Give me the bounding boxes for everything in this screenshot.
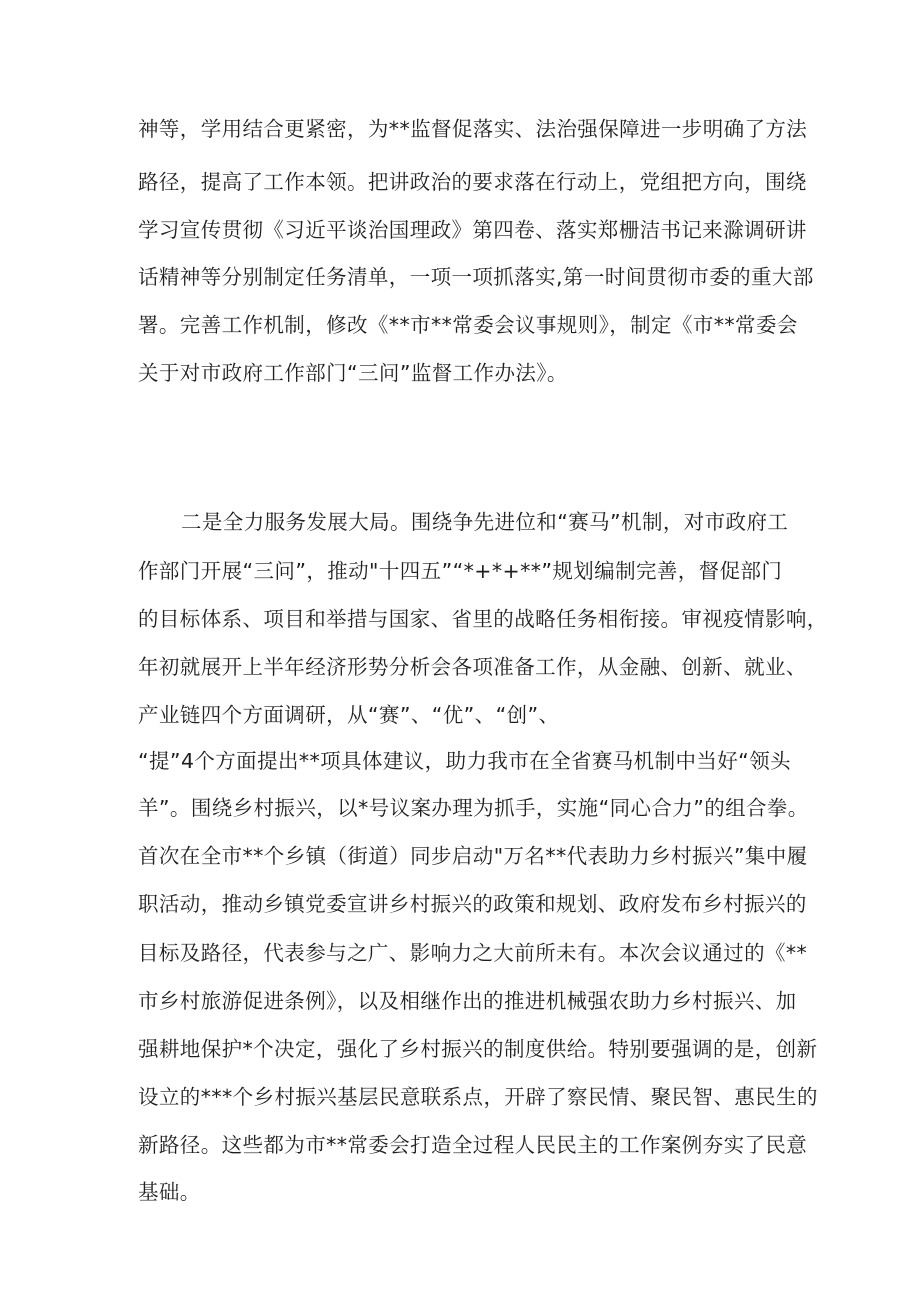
paragraph-line: 作部门开展“三问”，推动"十四五”“*+*+**”规划编制完善，督促部门 — [138, 559, 783, 583]
paragraph-line: “提”4个方面提出**项具体建议，助力我市在全省赛马机制中当好“领头 — [138, 749, 792, 773]
paragraph-line: 路径，提高了工作本领。把讲政治的要求落在行动上，党组把方向，围绕 — [138, 170, 807, 194]
paragraph-line: 目标及路径，代表参与之广、影响力之大前所未有。本次会议通过的《** — [138, 941, 808, 965]
paragraph-line: 的目标体系、项目和举措与国家、省里的战略任务相衔接。审视疫情影响， — [138, 607, 828, 631]
paragraph-line: 署。完善工作机制，修改《**市**常委会议事规则》，制定《市**常委会 — [138, 313, 798, 337]
paragraph-line: 设立的***个乡村振兴基层民意联系点，开辟了察民情、聚民智、惠民生的 — [138, 1085, 818, 1109]
paragraph-line: 话精神等分别制定任务清单，一项一项抓落实,第一时间贯彻市委的重大部 — [138, 265, 814, 289]
paragraph-line: 首次在全市**个乡镇（街道）同步启动"万名**代表助力乡村振兴”集中履 — [138, 844, 808, 868]
paragraph-line: 市乡村旅游促进条例》，以及相继作出的推进机械强农助力乡村振兴、加 — [138, 989, 797, 1013]
paragraph-line: 产业链四个方面调研，从“赛”、“优”、“创”、 — [138, 703, 560, 727]
paragraph-line: 年初就展开上半年经济形势分析会各项准备工作，从金融、创新、就业、 — [138, 655, 807, 679]
paragraph-line: 关于对市政府工作部门“三问”监督工作办法》。 — [138, 361, 568, 385]
paragraph-line: 职活动，推动乡镇党委宣讲乡村振兴的政策和规划、政府发布乡村振兴的 — [138, 892, 807, 916]
paragraph-line: 羊”。围绕乡村振兴，以*号议案办理为抓手，实施“同心合力”的组合拳。 — [138, 796, 809, 820]
paragraph-line: 二是全力服务发展大局。围绕争先进位和“赛马”机制，对市政府工 — [181, 510, 789, 534]
paragraph-line: 强耕地保护*个决定，强化了乡村振兴的制度供给。特别要强调的是，创新 — [138, 1037, 818, 1061]
paragraph-line: 基础。 — [138, 1180, 201, 1204]
paragraph-line: 新路径。这些都为市**常委会打造全过程人民民主的工作案例夯实了民意 — [138, 1133, 808, 1157]
paragraph-line: 学习宣传贯彻《习近平谈治国理政》第四卷、落实郑栅洁书记来滁调研讲 — [138, 218, 807, 242]
paragraph-line: 神等，学用结合更紧密，为**监督促落实、法治强保障进一步明确了方法 — [138, 117, 808, 141]
